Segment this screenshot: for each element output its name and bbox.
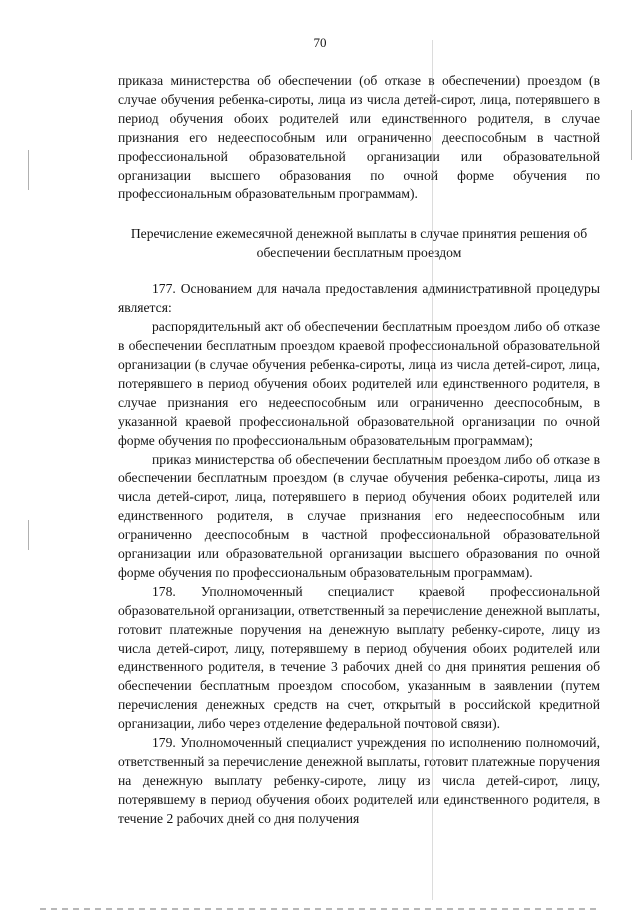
page-number: 70 xyxy=(313,35,327,50)
scan-margin-mark xyxy=(631,110,632,160)
paragraph-177-item-2: приказ министерства об обеспечении бесплатным проездом либо об отказе в обеспечении бесплатным проездом (в случае обучения ребенка-сироты, лица из числа детей-сирот, лица, потерявшего в период обучения обоих родителей или единственного родителя, в случае признания его недееспособным или ограниченно дееспособным в частной профессиональной образовательной организации или образовательной организации высшего образования по очной форме обучения по профессиональным образовательным программам). xyxy=(118,451,600,580)
paragraph-177: 177. Основанием для начала предоставления административной процедуры является: xyxy=(118,281,600,316)
scan-bottom-noise xyxy=(40,908,600,910)
document-body xyxy=(118,72,600,829)
paragraph-177-item-1: распорядительный акт об обеспечении бесплатным проездом либо об отказе в обеспечении бесплатным проездом краевой профессиональной образовательной организации (в случае обучения ребенка-сироты, лица из числа детей-сирот, лица, потерявшего в период обучения обоих родителей или единственного родителя, в случае признания его недееспособным или ограниченно дееспособным, в указанной краевой профессиональной образовательной организации по очной форме обучения по профессиональным образовательным программам); xyxy=(118,319,600,448)
paragraph-179: 179. Уполномоченный специалист учреждения по исполнению полномочий, ответственный за перечисление денежной выплаты, готовит платежные поручения на денежную выплату ребенку-сироте, лицу из числа детей-сирот, лицу, потерявшему в период обучения обоих родителей или единственного родителя, в течение 2 рабочих дней со дня получения xyxy=(118,735,600,826)
scan-fold-line xyxy=(432,40,433,900)
scan-margin-mark xyxy=(28,150,29,190)
section-heading: Перечисление ежемесячной денежной выплаты в случае принятия решения об обеспечении бесплатным проездом xyxy=(130,226,588,261)
scan-margin-mark xyxy=(28,520,29,550)
continuation-paragraph: приказа министерства об обеспечении (об отказе в обеспечении) проездом (в случае обучения ребенка-сироты, лица из числа детей-сирот, лица, потерявшего в период обучения обоих родителей или единственного родителя, в случае признания его недееспособным или ограниченно дееспособным в частной профессиональной образовательной организации или образовательной организации высшего образования по очной форме обучения по профессиональным образовательным программам). xyxy=(118,73,600,202)
paragraph-178: 178. Уполномоченный специалист краевой профессиональной образовательной организации, ответственный за перечисление денежной выплаты, готовит платежные поручения на денежную выплату ребенку-сироте, лицу из числа детей-сирот, лицу, потерявшему в период обучения обоих родителей или единственного родителя, в течение 3 рабочих дней со дня принятия решения об обеспечении бесплатным проездом способом, указанным в заявлении (путем перечисления денежных средств на счет, открытый в российской кредитной организации, либо через отделение федеральной почтовой связи). xyxy=(118,583,600,732)
